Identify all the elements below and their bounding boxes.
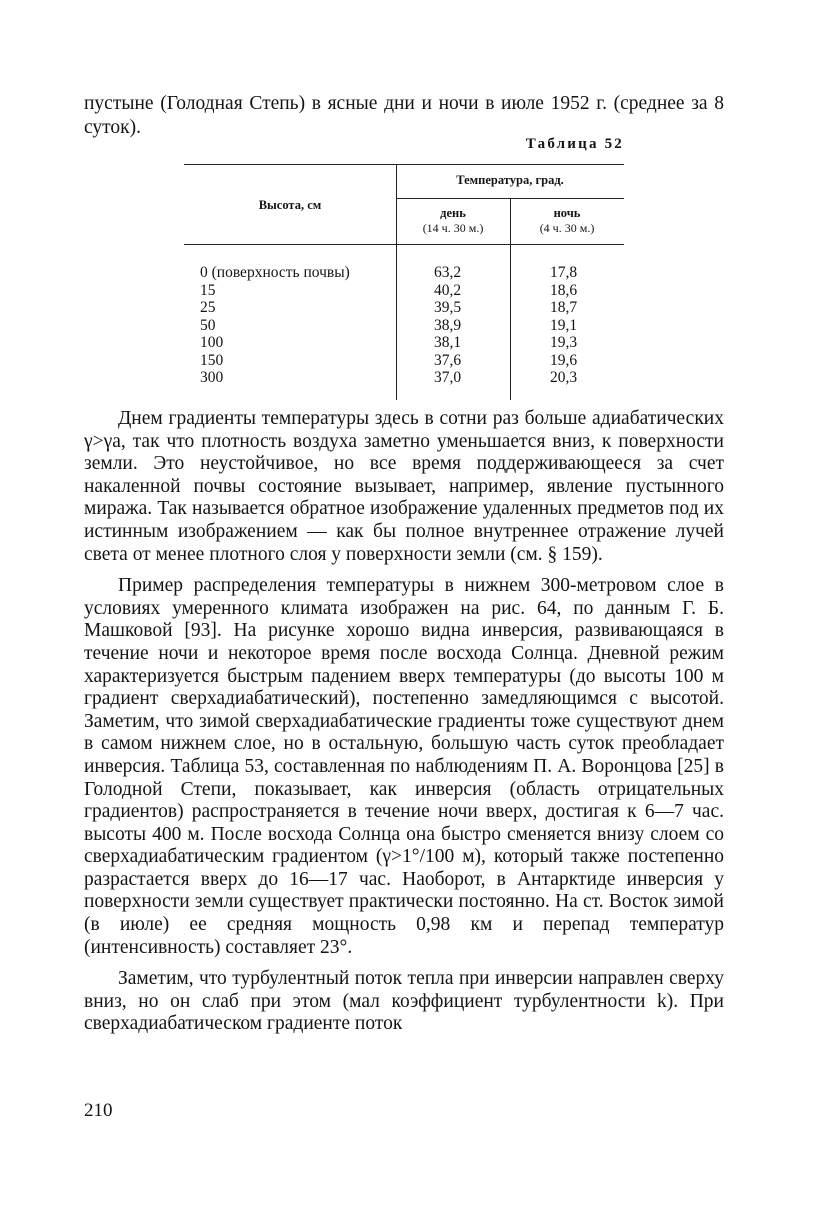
paragraph-inversion: Пример распределения температуры в нижнем 300-метровом слое в условиях умеренного климата изображен на рис. 64, по данным Г. Б. Машковой [93]. На рисунке хорошо видна инверсия, развивающаяся в течение ночи и некоторое время после восхода Солнца. Дневной режим характеризуется быстрым падением вверх температуры (до высоты 100 м градиент сверхадиабатический), постепенно замедляющимся с высотой. Заметим, что зимой сверхадиабатические градиенты тоже существуют днем в самом нижнем слое, но в остальную, большую часть суток преобладает инверсия. Таблица 53, составленная по наблюдениям П. А. Воронцова [25] в Голодной Степи, показывает, как инверсия (область отрицательных градиентов) распространяется в течение ночи вверх, достигая к 6—7 час. высоты 400 м. После восхода Солнца она быстро сменяется внизу слоем со сверхадиабатическим градиентом (γ>1°/100 м), который также постепенно разрастается вверх до 16—17 час. Наоборот, в Антарктиде инверсия у поверхности земли существует практически постоянно. На ст. Восток зимой (в июле) ее средняя мощность 0,98 км и перепад температур (интенсивность) составляет 23°. — [84, 575, 724, 958]
night-header-time: (4 ч. 30 м.) — [539, 221, 595, 235]
table-cell: 50 — [200, 316, 216, 334]
intro-text: пустыне (Голодная Степь) в ясные дни и ночи в июле 1952 г. (среднее за 8 суток). — [84, 93, 724, 138]
column-divider-1 — [396, 164, 397, 400]
day-header-label: день — [440, 206, 466, 220]
table-cell: 25 — [200, 299, 216, 316]
height-column — [200, 264, 350, 387]
paragraph-heat-flux: Заметим, что турбулентный поток тепла при инверсии направлен сверху вниз, но он слаб при этом (мал коэффициент турбулентности k). При сверхадиабатическом градиенте поток — [84, 968, 724, 1035]
paragraph-mirage: Днем градиенты температуры здесь в сотни раз больше адиабатических γ>γa, так что плотность воздуха заметно уменьшается вниз, к поверхности земли. Это неустойчивое, но все время поддерживающееся за счет накаленной почвы состояние вызывает, например, явление пустынного миража. Так называется обратное изображение удаленных предметов под их истинным изображением — как бы полное внутреннее отражение лучей света от менее плотного слоя у поверхности земли (см. § 159). — [84, 408, 724, 565]
table-top-rule — [184, 164, 624, 165]
night-column — [550, 264, 577, 387]
table-cell: 63,2 — [434, 264, 462, 281]
table-cell: 15 — [200, 281, 216, 299]
table-cell: 300 — [200, 369, 224, 386]
day-header — [396, 206, 510, 236]
body-text — [84, 408, 724, 1036]
table-cell: 40,2 — [434, 281, 462, 299]
page-number: 210 — [84, 1100, 113, 1121]
temperature-header: Температура, град. — [456, 173, 564, 187]
table-cell: 18,7 — [550, 299, 578, 316]
table-cell: 19,1 — [550, 316, 578, 334]
table-cell: 0 (поверхность почвы) — [200, 264, 350, 281]
table-cell: 38,9 — [434, 316, 462, 334]
table-cell: 18,6 — [550, 281, 578, 299]
height-header: Высота, см — [258, 198, 322, 212]
table-cell: 38,1 — [434, 334, 462, 351]
day-column — [434, 264, 461, 387]
table-cell: 19,3 — [550, 334, 578, 351]
header-bottom-rule — [184, 244, 624, 245]
table-cell: 150 — [200, 351, 224, 369]
table-cell: 17,8 — [550, 264, 578, 281]
table-cell: 19,6 — [550, 351, 578, 369]
table-caption: Таблица 52 — [525, 136, 624, 152]
night-header — [510, 206, 624, 236]
table-cell: 37,6 — [434, 351, 462, 369]
table-cell: 100 — [200, 334, 224, 351]
table-cell: 20,3 — [550, 369, 578, 386]
table-cell: 37,0 — [434, 369, 462, 386]
day-header-time: (14 ч. 30 м.) — [422, 221, 484, 235]
night-header-label: ночь — [553, 206, 581, 220]
table-cell: 39,5 — [434, 299, 462, 316]
